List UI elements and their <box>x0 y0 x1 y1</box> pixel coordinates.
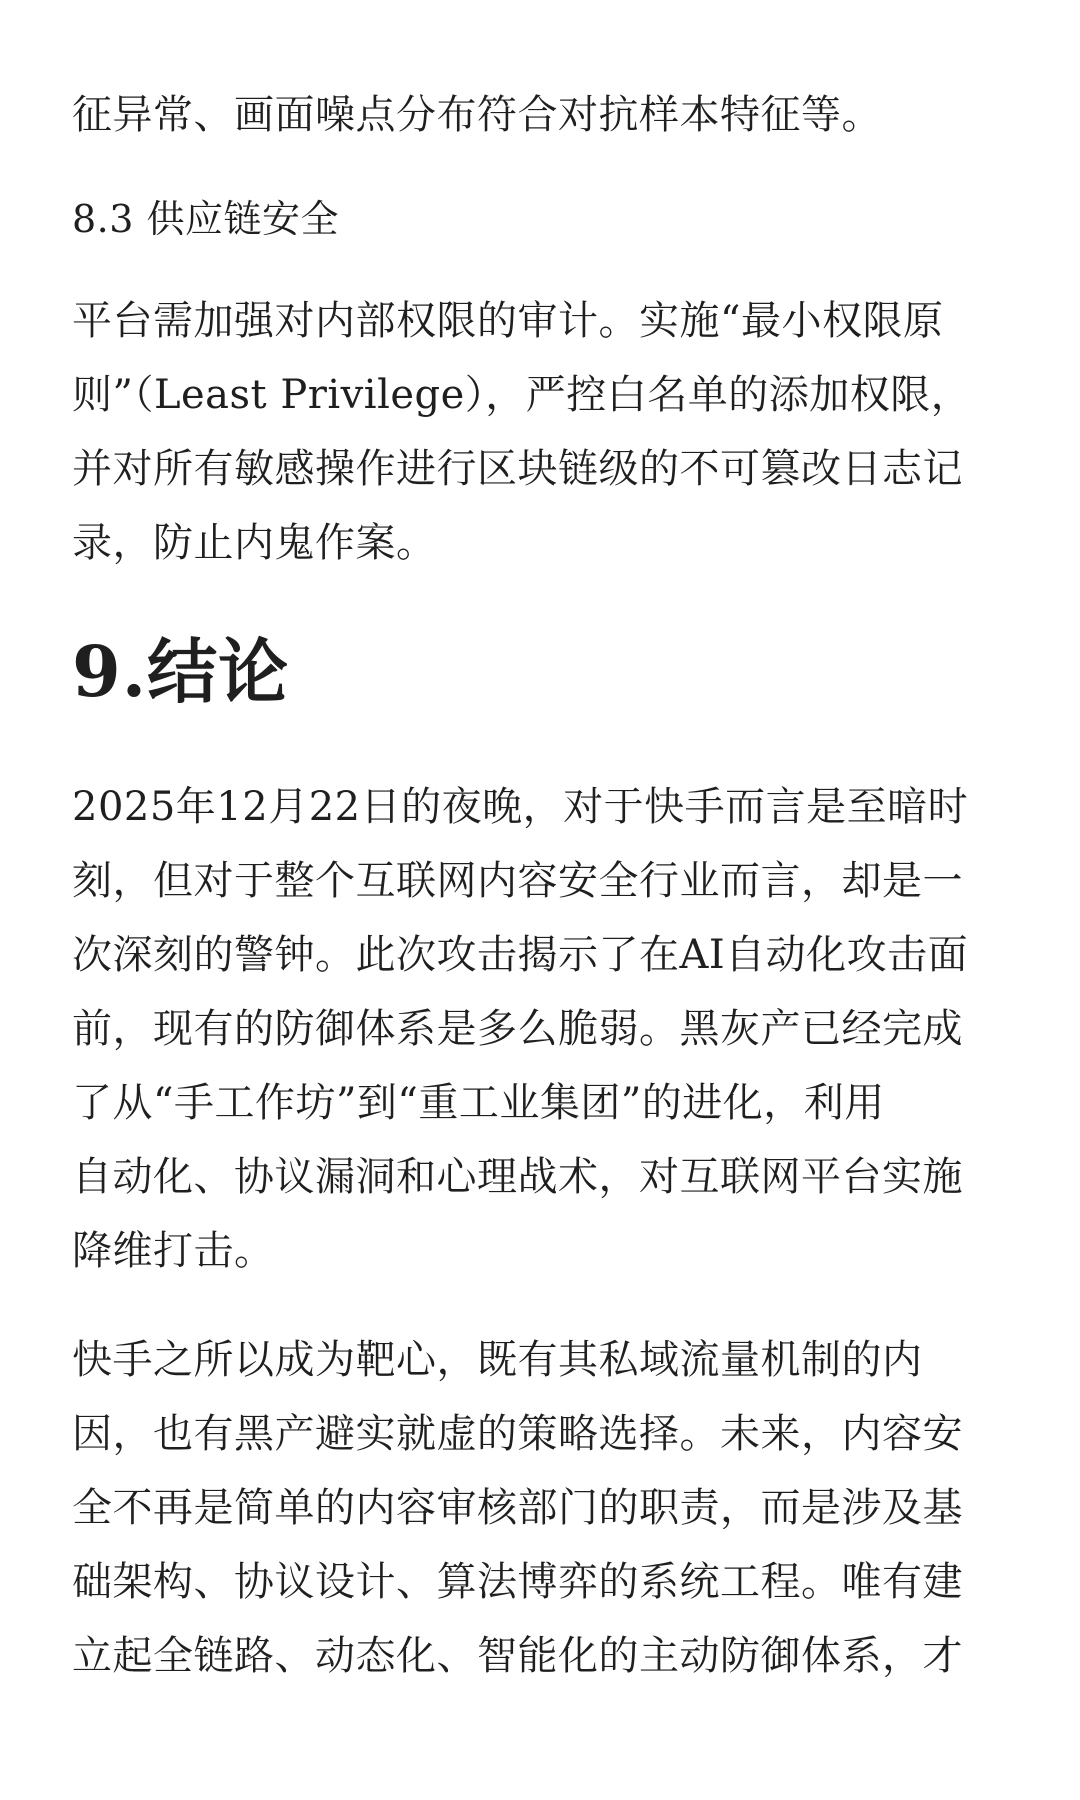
paragraph-conclusion-1 <box>72 770 968 1288</box>
text-line: 录，防止内鬼作案。 <box>72 520 437 566</box>
text-line: 刻，但对于整个互联网内容安全行业而言，却是一 <box>72 858 963 904</box>
text-line: 次深刻的警钟。此次攻击揭示了在AI自动化攻击面 <box>72 932 969 978</box>
text-line: 立起全链路、动态化、智能化的主动防御体系，才 <box>72 1633 963 1679</box>
paragraph-supply-chain <box>72 284 971 580</box>
paragraph-conclusion-2 <box>72 1323 963 1693</box>
text-line: 因，也有黑产避实就虚的策略选择。未来，内容安 <box>72 1411 963 1457</box>
text-line: 础架构、协议设计、算法博弈的系统工程。唯有建 <box>72 1559 963 1605</box>
text-line: 全不再是简单的内容审核部门的职责，而是涉及基 <box>72 1485 963 1531</box>
text-line: 则”（Least Privilege），严控白名单的添加权限， <box>72 372 972 418</box>
text-line: 征异常、画面噪点分布符合对抗样本特征等。 <box>72 92 882 138</box>
text-line: 了从“手工作坊”到“重工业集团”的进化，利用 <box>72 1080 885 1126</box>
text-line: 前，现有的防御体系是多么脆弱。黑灰产已经完成 <box>72 1006 963 1052</box>
section-heading: 9.结论 <box>72 630 290 713</box>
text-line: 降维打击。 <box>72 1228 275 1274</box>
paragraph-fragment <box>72 78 882 152</box>
text-line: 并对所有敏感操作进行区块链级的不可篡改日志记 <box>72 446 963 492</box>
text-line: 快手之所以成为靶心，既有其私域流量机制的内 <box>72 1337 923 1383</box>
text-line: 2025年12月22日的夜晚，对于快手而言是至暗时 <box>72 784 969 830</box>
text-line: 平台需加强对内部权限的审计。实施“最小权限原 <box>72 298 944 344</box>
subsection-title: 8.3 供应链安全 <box>72 197 340 241</box>
text-line: 自动化、协议漏洞和心理战术，对互联网平台实施 <box>72 1154 963 1200</box>
